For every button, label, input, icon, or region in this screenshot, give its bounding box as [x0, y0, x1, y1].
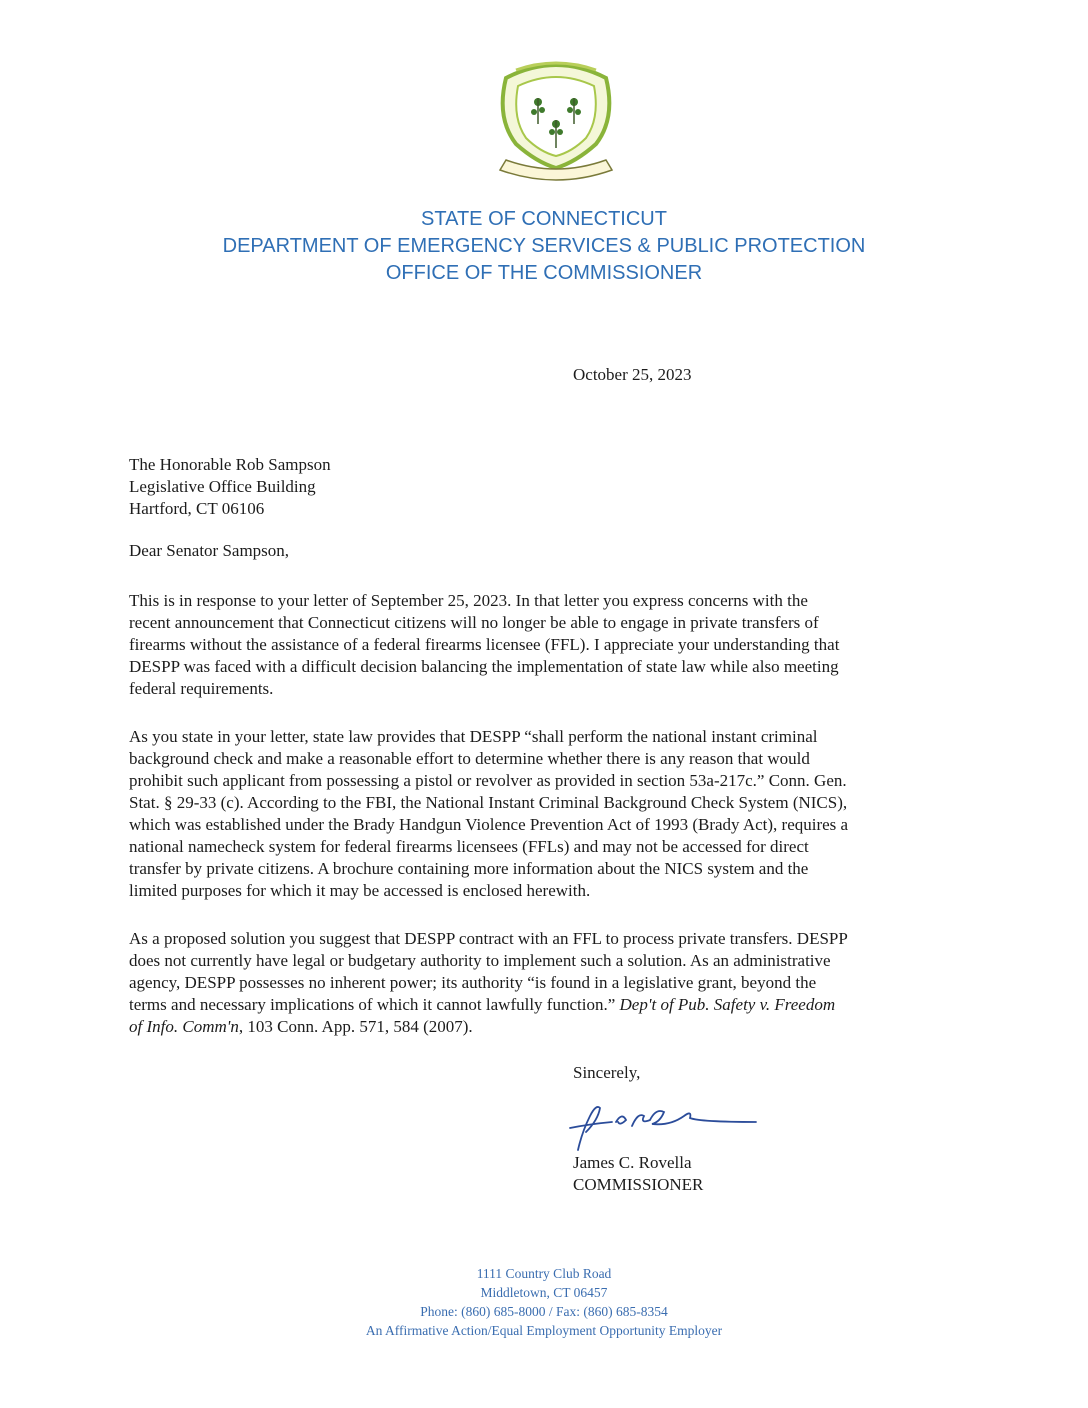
- footer-city: Middletown, CT 06457: [480, 1285, 608, 1300]
- paragraph-line: agency, DESPP possesses no inherent power; its authority “is found in a legislative grant, beyond the: [129, 973, 817, 992]
- recipient-name: The Honorable Rob Sampson: [129, 455, 331, 474]
- recipient-address: [129, 454, 331, 520]
- letter-date: October 25, 2023: [573, 365, 692, 384]
- paragraph-text: terms and necessary implications of which it cannot lawfully function.”: [129, 995, 616, 1014]
- case-citation: Dep't of Pub. Safety v. Freedom: [619, 995, 836, 1014]
- paragraph-line: firearms without the assistance of a federal firearms licensee (FFL). I appreciate your understanding that: [129, 635, 840, 654]
- letterhead-department: DEPARTMENT OF EMERGENCY SERVICES & PUBLIC PROTECTION: [222, 235, 866, 257]
- paragraph-line: [129, 994, 949, 1016]
- letterhead-office: OFFICE OF THE COMMISSIONER: [385, 262, 703, 284]
- paragraph-line: As a proposed solution you suggest that DESPP contract with an FFL to process private transfers. DESPP: [129, 929, 848, 948]
- letterhead-state: STATE OF CONNECTICUT: [421, 208, 667, 230]
- paragraph-line: This is in response to your letter of September 25, 2023. In that letter you express concerns with the: [129, 591, 808, 610]
- paragraph-line: prohibit such applicant from possessing a pistol or revolver as provided in section 53a-217c.” Conn. Gen.: [129, 771, 847, 790]
- salutation: Dear Senator Sampson,: [129, 541, 290, 560]
- paragraph-line: national namecheck system for federal firearms licensees (FFLs) and may not be accessed for direct: [129, 837, 809, 856]
- paragraph-line: which was established under the Brady Handgun Violence Prevention Act of 1993 (Brady Act), requires a: [129, 815, 849, 834]
- footer-phone: Phone: (860) 685-8000 / Fax: (860) 685-8354: [420, 1304, 668, 1319]
- signer-block: [573, 1152, 703, 1196]
- state-seal-logo: [476, 58, 636, 186]
- handwritten-signature: [560, 1092, 760, 1156]
- paragraph-line: DESPP was faced with a difficult decision balancing the implementation of state law while also meeting: [129, 657, 839, 676]
- signer-title: COMMISSIONER: [573, 1175, 704, 1194]
- footer-eeo: An Affirmative Action/Equal Employment Opportunity Employer: [365, 1323, 723, 1338]
- paragraph-line: [129, 1016, 949, 1038]
- paragraph-line: transfer by private citizens. A brochure containing more information about the NICS system and the: [129, 859, 809, 878]
- letterhead: [0, 206, 1088, 287]
- citation-reference: , 103 Conn. App. 571, 584 (2007).: [238, 1017, 473, 1036]
- footer-street: 1111 Country Club Road: [476, 1266, 612, 1281]
- closing: Sincerely,: [573, 1063, 641, 1082]
- footer: [0, 1264, 1088, 1340]
- signer-name: James C. Rovella: [573, 1153, 692, 1172]
- body-paragraph-1: [129, 590, 949, 700]
- paragraph-line: background check and make a reasonable effort to determine whether there is any reason that would: [129, 749, 810, 768]
- paragraph-line: does not currently have legal or budgetary authority to implement such a solution. As an administrative: [129, 951, 831, 970]
- paragraph-line: federal requirements.: [129, 679, 274, 698]
- paragraph-line: limited purposes for which it may be accessed is enclosed herewith.: [129, 881, 591, 900]
- body-paragraph-2: [129, 726, 949, 902]
- paragraph-line: As you state in your letter, state law provides that DESPP “shall perform the national instant criminal: [129, 727, 818, 746]
- paragraph-line: Stat. § 29-33 (c). According to the FBI, the National Instant Criminal Background Check System (NICS),: [129, 793, 848, 812]
- case-citation: of Info. Comm'n: [129, 1017, 239, 1036]
- paragraph-line: recent announcement that Connecticut citizens will no longer be able to engage in private transfers of: [129, 613, 819, 632]
- body-paragraph-3: [129, 928, 949, 1038]
- recipient-city: Hartford, CT 06106: [129, 499, 265, 518]
- recipient-building: Legislative Office Building: [129, 477, 316, 496]
